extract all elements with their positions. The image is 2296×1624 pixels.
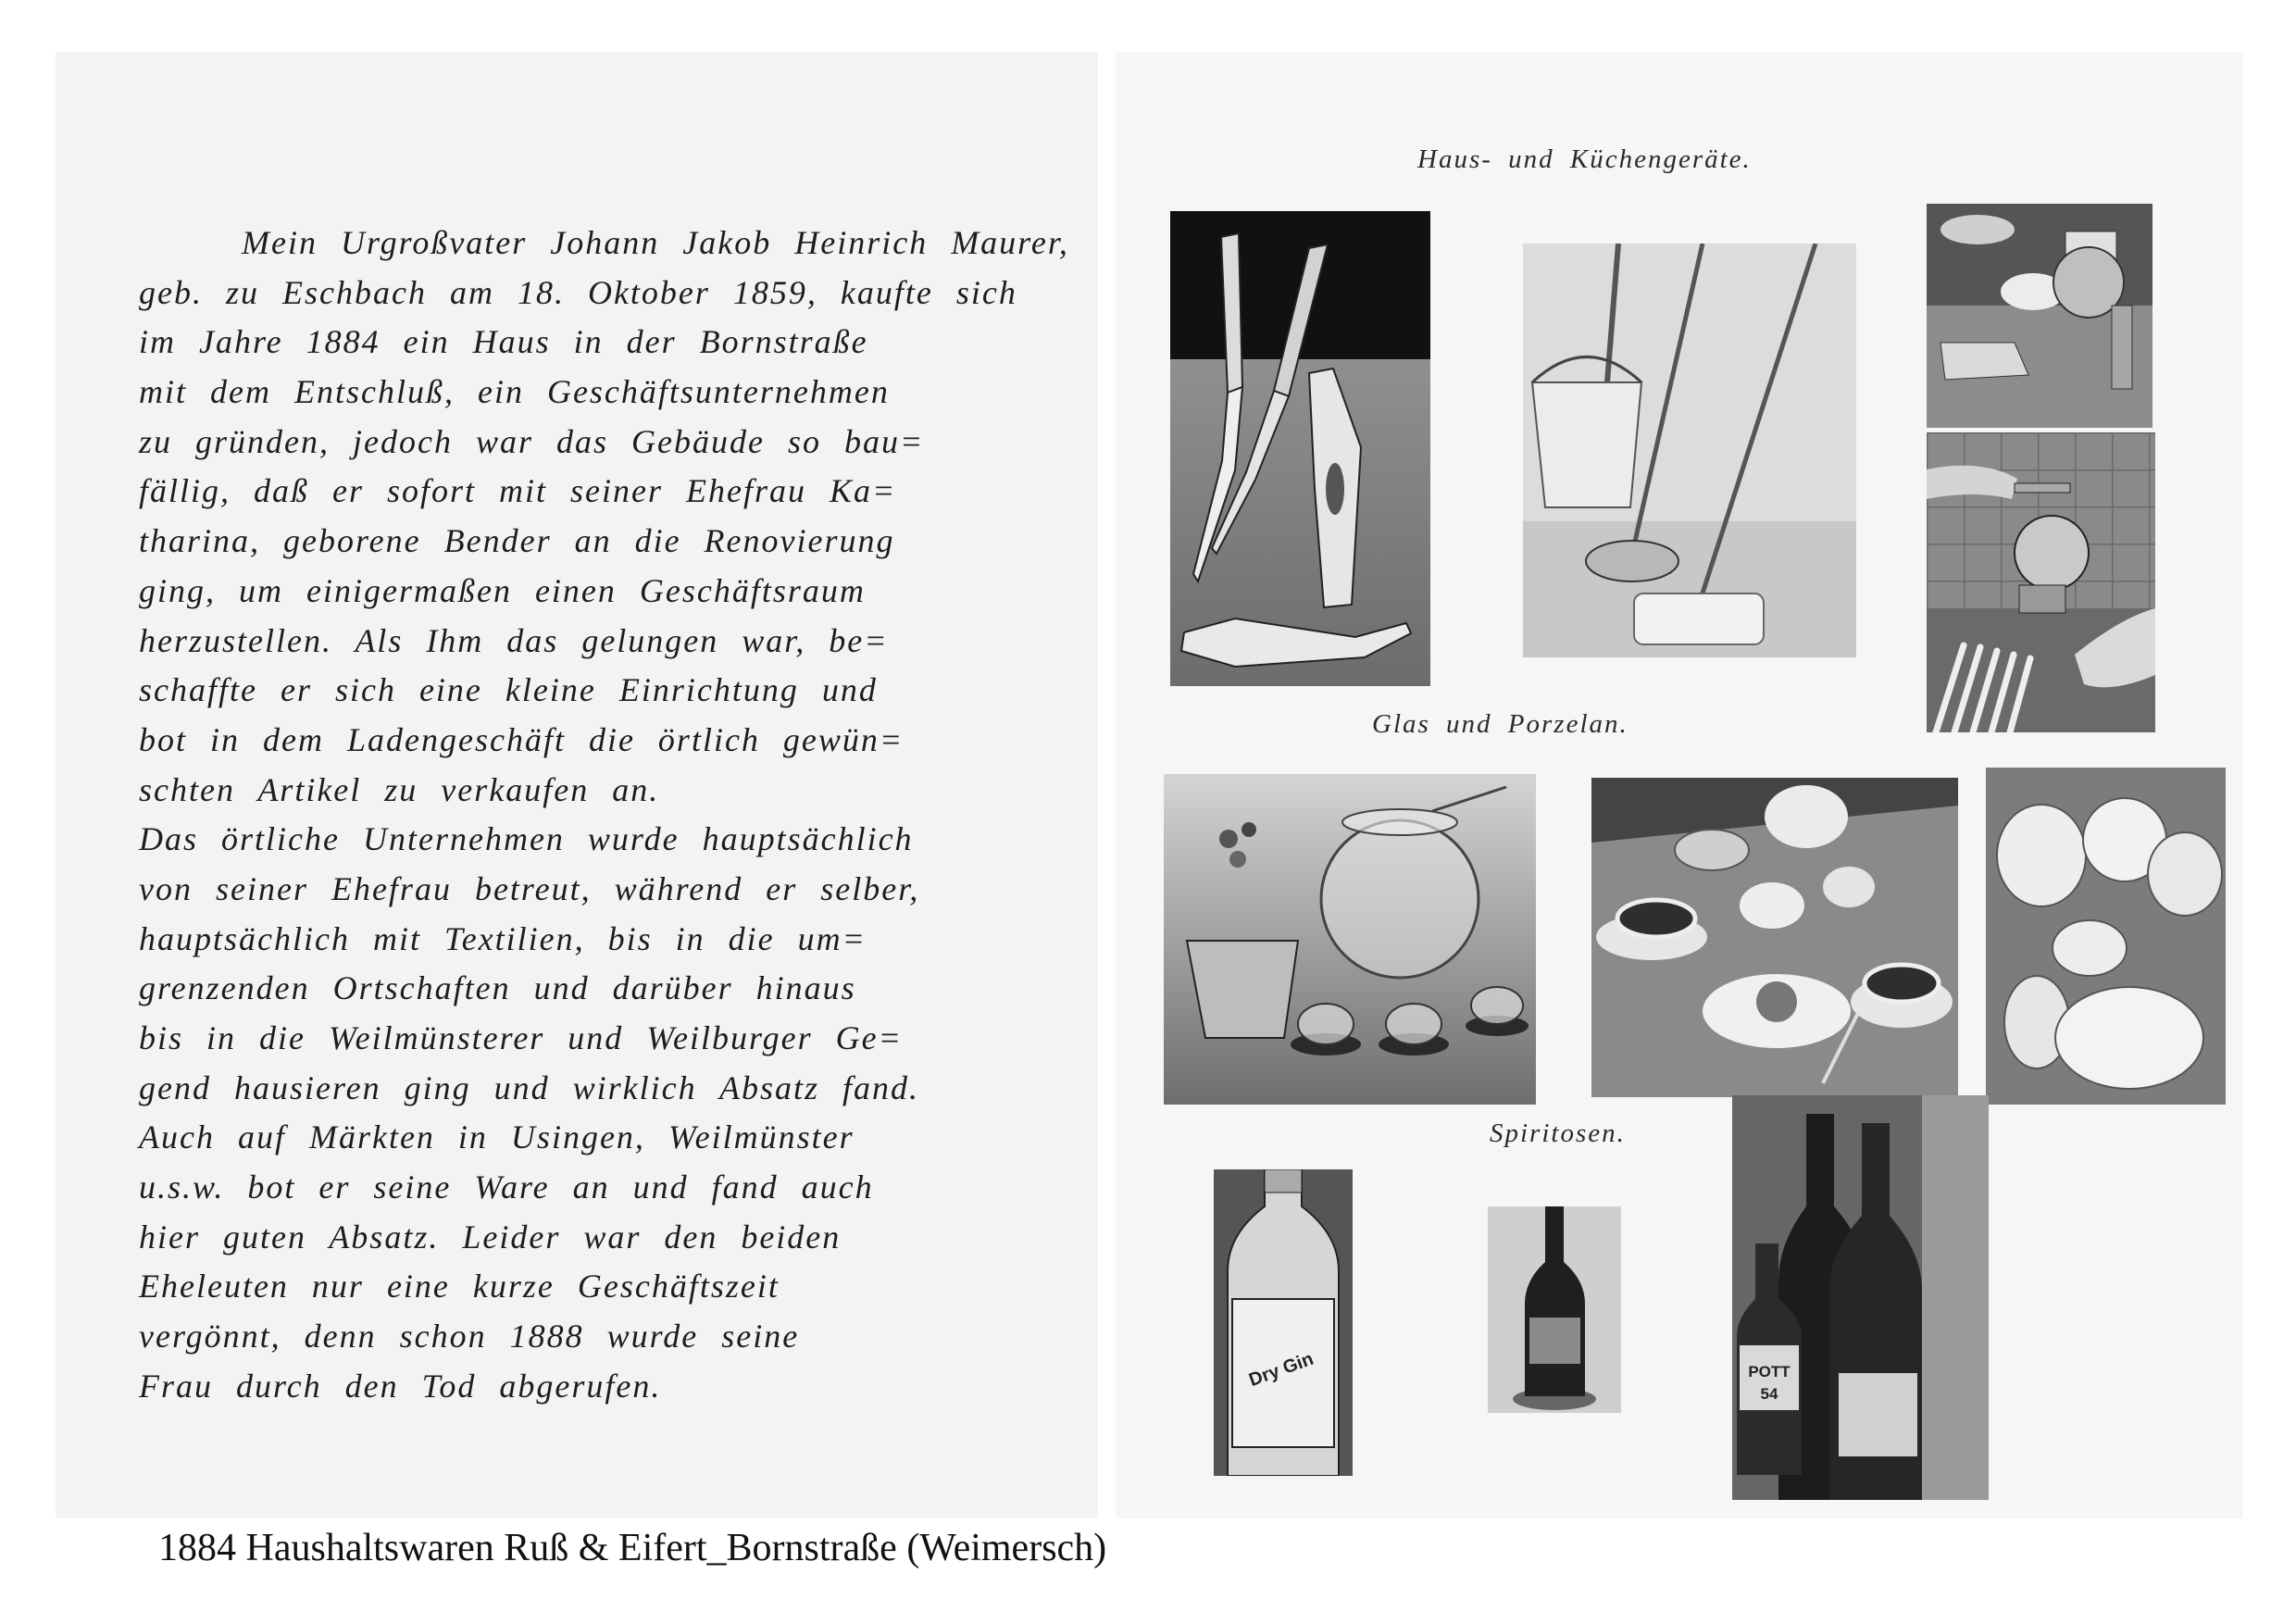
letter-line: gend hausieren ging und wirklich Absatz fand. <box>139 1068 919 1106</box>
letter-line: tharina, geborene Bender an die Renovierung <box>139 522 895 560</box>
teapot <box>1765 785 1848 848</box>
flower <box>1242 822 1256 837</box>
beer-label <box>1529 1318 1580 1364</box>
letter-body <box>139 219 1083 1412</box>
bucket <box>1532 382 1641 507</box>
floor-duster <box>1634 593 1764 644</box>
grinder-clamp <box>2019 585 2065 613</box>
pruning-shears-spring <box>1326 463 1344 515</box>
letter-line: Eheleuten nur eine kurze Geschäftszeit <box>139 1268 780 1305</box>
punch-cup <box>1386 1004 1441 1044</box>
teacup <box>1865 965 1939 1002</box>
rum-label-number: 54 <box>1760 1385 1778 1403</box>
letter-line: u.s.w. bot er seine Ware an und fand auch <box>139 1168 874 1206</box>
backdrop-right <box>1922 1095 1989 1500</box>
letter-line: hier guten Absatz. Leider war den beiden <box>139 1218 842 1255</box>
photo-tea-set <box>1591 778 1958 1097</box>
photo-porcelain-bowls <box>1986 768 2226 1105</box>
sugar-bowl <box>1740 882 1804 929</box>
photo-wine-bottles <box>1732 1095 1989 1500</box>
letter-line: Das örtliche Unternehmen wurde hauptsächlich <box>139 820 914 858</box>
teacup <box>1617 900 1695 937</box>
letter-line: im Jahre 1884 ein Haus in der Bornstraße <box>139 323 868 361</box>
serving-dish <box>1940 343 2028 380</box>
punch-cup <box>1298 1004 1354 1044</box>
glass-punch-bowl <box>1321 820 1479 978</box>
photo-beer-bottle <box>1488 1206 1621 1413</box>
gin-label-text: Dry Gin <box>1246 1348 1316 1392</box>
letter-line: zu gründen, jedoch war das Gebäude so bau= <box>139 422 925 460</box>
glass-vase <box>1187 941 1298 1038</box>
wine-label <box>1839 1373 1917 1456</box>
heading-glass-porcelain: Glas und Porzelan. <box>1372 709 1628 739</box>
letter-line: geb. zu Eschbach am 18. Oktober 1859, kaufte sich <box>139 273 1017 311</box>
letter-line: grenzenden Ortschaften und darüber hinaus <box>139 969 856 1007</box>
letter-line: Mein Urgroßvater Johann Jakob Heinrich Maurer, <box>242 224 1069 261</box>
letter-line: vergönnt, denn schon 1888 wurde seine <box>139 1318 800 1355</box>
rum-label-brand: POTT <box>1748 1363 1791 1380</box>
handwritten-letter-page <box>56 52 1098 1518</box>
punch-cup <box>1471 987 1523 1024</box>
bowl <box>1997 805 2086 906</box>
letter-line: schten Artikel zu verkaufen an. <box>139 770 660 808</box>
letter-line: schaffte er sich eine kleine Einrichtung und <box>139 671 878 709</box>
flower <box>1229 851 1246 868</box>
photo-meat-grinder-counter <box>1927 204 2152 428</box>
photo-glassware <box>1164 774 1536 1105</box>
bottle-cap <box>1265 1169 1302 1193</box>
photo-gin-bottle <box>1214 1169 1353 1476</box>
grinder-clamp <box>2112 306 2132 389</box>
tureen-lid <box>2148 832 2222 916</box>
cake-roll <box>1675 830 1749 870</box>
letter-line: von seiner Ehefrau betreut, während er selber, <box>139 869 920 907</box>
punch-bowl-lid <box>1342 809 1457 835</box>
letter-line: hauptsächlich mit Textilien, bis in die um= <box>139 919 867 957</box>
heading-spirits: Spiritosen. <box>1490 1118 1626 1148</box>
image-caption: 1884 Haushaltswaren Ruß & Eifert_Bornstraße (Weimersch) <box>158 1527 1107 1569</box>
letter-line: mit dem Entschluß, ein Geschäftsunternehmen <box>139 373 890 411</box>
letter-line: bis in die Weilmünsterer und Weilburger Ge= <box>139 1019 903 1056</box>
tart <box>1756 981 1797 1022</box>
letter-line: bot in dem Ladengeschäft die örtlich gewün= <box>139 720 905 758</box>
photo-garden-shears <box>1170 211 1430 686</box>
letter-line: ging, um einigermaßen einen Geschäftsraum <box>139 571 866 609</box>
mop-head <box>1586 541 1678 581</box>
grinder-crank <box>2015 483 2070 493</box>
photo-meat-grinder-hands <box>1927 432 2155 732</box>
photo-bucket-and-mops <box>1523 244 1856 657</box>
serving-platter <box>2055 987 2203 1089</box>
letter-line: Auch auf Märkten in Usingen, Weilmünster <box>139 1118 855 1156</box>
bowl-of-nuts <box>1940 215 2015 244</box>
letter-line: fällig, daß er sofort mit seiner Ehefrau Ka= <box>139 472 897 510</box>
letter-line: Frau durch den Tod abgerufen. <box>139 1367 662 1405</box>
cream-jug <box>1823 867 1875 907</box>
photo-collage-page <box>1116 52 2243 1518</box>
heading-kitchen-utensils: Haus- und Küchengeräte. <box>1417 144 1752 174</box>
flower <box>1219 830 1238 848</box>
grinder-body <box>2015 516 2089 590</box>
letter-line: herzustellen. Als Ihm das gelungen war, be= <box>139 621 889 659</box>
small-bowl <box>2053 920 2127 976</box>
